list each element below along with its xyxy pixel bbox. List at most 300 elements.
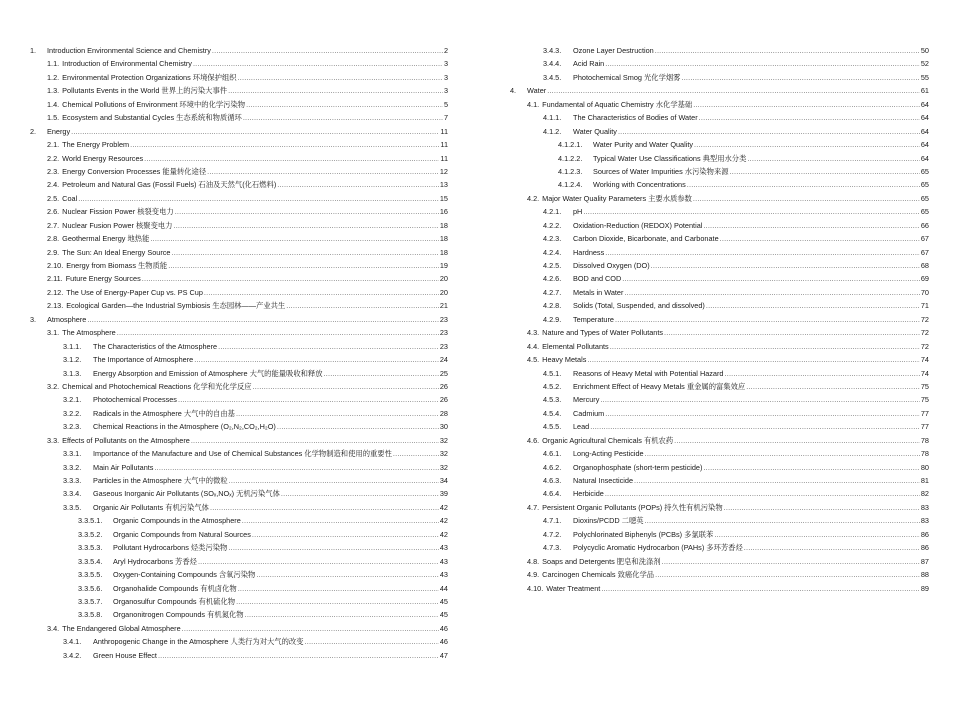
toc-entry-page: 20: [439, 287, 448, 297]
toc-entry-number: 2.1.: [47, 140, 60, 150]
toc-entry-number: 4.6.: [527, 435, 540, 445]
dot-leader: [158, 649, 439, 662]
dot-leader: [228, 84, 443, 97]
dot-leader: [286, 299, 439, 312]
toc-entry-page: 13: [439, 180, 448, 190]
toc-entry-number: 3.4.1.: [63, 637, 82, 647]
toc-entry-number: 4.2.: [527, 193, 540, 203]
toc-entry-number: 3.: [30, 314, 37, 324]
toc-entry[interactable]: [30, 84, 448, 97]
dot-leader: [154, 461, 438, 474]
toc-entry-title: Oxygen-Containing Compounds 含氧污染物: [113, 570, 256, 580]
toc-entry[interactable]: [510, 514, 929, 527]
toc-entry[interactable]: [30, 622, 448, 635]
toc-entry[interactable]: [510, 380, 929, 393]
dot-leader: [130, 138, 439, 151]
toc-entry[interactable]: [510, 541, 929, 554]
toc-entry[interactable]: [30, 246, 448, 259]
toc-entry-page: 45: [439, 610, 448, 620]
toc-entry-number: 4.2.1.: [543, 207, 562, 217]
dot-leader: [194, 353, 439, 366]
toc-entry-page: 81: [920, 476, 929, 485]
toc-entry-title: Organonitrogen Compounds 有机氮化物: [113, 610, 244, 620]
toc-entry[interactable]: [30, 461, 448, 474]
toc-entry[interactable]: [510, 447, 929, 460]
toc-entry-page: 72: [920, 314, 929, 324]
toc-entry-title: Typical Water Use Classifications 典型用水分类: [593, 153, 747, 163]
toc-entry[interactable]: [30, 232, 448, 245]
toc-entry[interactable]: [30, 393, 448, 406]
toc-entry-title: Pollutant Hydrocarbons 烃类污染物: [113, 543, 228, 553]
toc-entry-number: 4.1.2.: [543, 126, 562, 136]
toc-entry-page: 5: [443, 99, 448, 109]
toc-entry-number: 2.2.: [47, 153, 60, 163]
toc-entry[interactable]: [510, 353, 929, 366]
toc-entry-page: 23: [439, 341, 448, 351]
toc-entry-title: Introduction of Environmental Chemistry: [62, 59, 192, 69]
toc-entry-number: 3.3.5.8.: [78, 610, 103, 620]
toc-entry-page: 87: [920, 556, 929, 566]
toc-entry-page: 46: [439, 623, 448, 633]
dot-leader: [714, 528, 920, 541]
toc-entry-page: 69: [920, 274, 929, 284]
dot-leader: [605, 246, 920, 259]
toc-entry[interactable]: [30, 635, 448, 648]
toc-entry-page: 32: [439, 462, 448, 472]
toc-entry-page: 7: [443, 113, 448, 123]
toc-entry-number: 4.2.9.: [543, 314, 562, 324]
dot-leader: [693, 192, 920, 205]
toc-entry-number: 4.2.7.: [543, 287, 562, 297]
toc-entry-title: Organic Air Pollutants 有机污染气体: [93, 502, 209, 512]
dot-leader: [117, 326, 439, 339]
toc-entry[interactable]: [510, 84, 929, 97]
toc-entry[interactable]: [30, 595, 448, 608]
dot-leader: [655, 44, 920, 57]
toc-entry-title: Mercury: [573, 395, 600, 405]
toc-entry-number: 4.6.3.: [543, 476, 562, 485]
toc-entry[interactable]: [510, 420, 929, 433]
toc-entry-number: 3.1.3.: [63, 368, 82, 378]
dot-leader: [281, 487, 439, 500]
toc-entry-number: 2.7.: [47, 220, 60, 230]
toc-entry-number: 3.3.1.: [63, 449, 82, 459]
toc-entry-title: Organic Compounds in the Atmosphere: [113, 516, 241, 526]
toc-entry-title: Hardness: [573, 247, 605, 257]
toc-entry-number: 3.1.2.: [63, 355, 82, 365]
toc-entry-page: 65: [920, 166, 929, 176]
toc-entry-title: The Characteristics of Bodies of Water: [573, 113, 698, 123]
toc-entry-page: 26: [439, 381, 448, 391]
toc-entry-title: Water Purity and Water Quality: [593, 140, 694, 150]
toc-entry[interactable]: [30, 192, 448, 205]
toc-entry-page: 11: [440, 153, 448, 163]
toc-entry[interactable]: [510, 286, 929, 299]
toc-entry-page: 18: [439, 247, 448, 257]
toc-entry-number: 2.12.: [47, 287, 64, 297]
toc-entry[interactable]: [30, 474, 448, 487]
toc-entry[interactable]: [510, 272, 929, 285]
toc-entry[interactable]: [510, 98, 929, 111]
toc-entry-title: Working with Concentrations: [593, 180, 686, 190]
toc-entry-number: 4.6.2.: [543, 462, 562, 472]
toc-entry-title: Temperature: [573, 314, 614, 324]
toc-entry-title: Gaseous Inorganic Air Pollutants (SOₓ,NOₓ) 无机污染气体: [93, 489, 280, 499]
toc-entry-number: 4.9.: [527, 570, 540, 580]
toc-entry[interactable]: [510, 111, 929, 124]
toc-entry-page: 68: [920, 261, 929, 270]
toc-entry-page: 83: [920, 502, 929, 512]
toc-entry-title: Green House Effect: [93, 650, 157, 660]
toc-entry[interactable]: [30, 111, 448, 124]
toc-entry-page: 23: [439, 314, 448, 324]
toc-entry[interactable]: [510, 407, 929, 420]
toc-entry-number: 4.6.1.: [543, 449, 562, 459]
toc-entry-page: 42: [439, 516, 448, 526]
dot-leader: [324, 367, 439, 380]
toc-entry-number: 4.2.2.: [543, 220, 562, 230]
toc-entry[interactable]: [510, 259, 929, 272]
dot-leader: [744, 541, 920, 554]
toc-entry[interactable]: [510, 528, 929, 541]
toc-entry[interactable]: [510, 246, 929, 259]
toc-entry-number: 4.1.2.3.: [558, 166, 583, 176]
toc-entry[interactable]: [30, 487, 448, 500]
dot-leader: [277, 178, 439, 191]
toc-entry[interactable]: [30, 299, 448, 312]
toc-entry-number: 2.11.: [47, 274, 63, 284]
toc-entry[interactable]: [30, 57, 448, 70]
toc-entry[interactable]: [30, 125, 448, 138]
toc-entry[interactable]: [510, 219, 929, 232]
toc-entry-page: 39: [439, 489, 448, 499]
dot-leader: [583, 205, 920, 218]
toc-entry-title: Water Treatment: [546, 583, 601, 593]
toc-entry[interactable]: [510, 57, 929, 70]
toc-entry[interactable]: [510, 165, 929, 178]
toc-entry[interactable]: [30, 582, 448, 595]
toc-entry-number: 3.3.5.1.: [78, 516, 103, 526]
toc-entry-number: 3.3.: [47, 435, 60, 445]
toc-entry[interactable]: [510, 340, 929, 353]
toc-entry-page: 11: [440, 140, 448, 150]
toc-entry-number: 3.3.5.: [63, 502, 82, 512]
dot-leader: [198, 555, 439, 568]
toc-entry[interactable]: [510, 205, 929, 218]
toc-entry[interactable]: [30, 420, 448, 433]
toc-entry-title: Natural Insecticide: [573, 476, 634, 485]
toc-entry-number: 4.5.4.: [543, 408, 562, 418]
toc-entry[interactable]: [30, 205, 448, 218]
dot-leader: [173, 219, 438, 232]
dot-leader: [605, 57, 920, 70]
toc-entry[interactable]: [510, 367, 929, 380]
toc-entry-number: 3.2.1.: [63, 395, 82, 405]
toc-entry[interactable]: [30, 380, 448, 393]
toc-entry-page: 74: [920, 368, 929, 378]
toc-entry[interactable]: [30, 152, 448, 165]
toc-entry[interactable]: [30, 44, 448, 57]
toc-entry-page: 77: [920, 422, 929, 432]
dot-leader: [730, 165, 920, 178]
dot-leader: [142, 272, 439, 285]
toc-entry[interactable]: [510, 152, 929, 165]
toc-entry-title: Pollutants Events in the World 世界上的污染大事件: [62, 86, 228, 96]
toc-entry-title: Nature and Types of Water Pollutants: [542, 328, 664, 338]
dot-leader: [256, 568, 439, 581]
toc-entry-title: Reasons of Heavy Metal with Potential Hazard: [573, 368, 724, 378]
toc-entry[interactable]: [510, 326, 929, 339]
dot-leader: [236, 595, 439, 608]
toc-entry[interactable]: [30, 165, 448, 178]
toc-entry[interactable]: [30, 555, 448, 568]
toc-entry-title: Lead: [573, 422, 590, 432]
toc-entry-number: 1.2.: [47, 72, 60, 82]
toc-entry[interactable]: [30, 528, 448, 541]
toc-entry-page: 67: [920, 247, 929, 257]
toc-entry[interactable]: [30, 178, 448, 191]
toc-entry-number: 1.1.: [47, 59, 60, 69]
toc-entry[interactable]: [30, 259, 448, 272]
toc-entry-page: 89: [920, 583, 929, 593]
toc-entry-page: 43: [439, 543, 448, 553]
toc-entry-number: 3.1.: [47, 328, 60, 338]
toc-entry[interactable]: [510, 178, 929, 191]
toc-entry[interactable]: [510, 192, 929, 205]
toc-entry-page: 3: [443, 72, 448, 82]
toc-entry[interactable]: [30, 326, 448, 339]
toc-entry[interactable]: [510, 582, 929, 595]
toc-entry[interactable]: [30, 286, 448, 299]
toc-entry-page: 72: [920, 328, 929, 338]
toc-entry-page: 12: [439, 166, 448, 176]
toc-entry[interactable]: [510, 232, 929, 245]
dot-leader: [168, 259, 439, 272]
toc-entry-title: The Importance of Atmosphere: [93, 355, 194, 365]
dot-leader: [243, 111, 443, 124]
toc-entry-page: 24: [439, 355, 448, 365]
toc-entry[interactable]: [30, 649, 448, 662]
toc-entry[interactable]: [510, 555, 929, 568]
toc-entry[interactable]: [30, 367, 448, 380]
toc-entry-title: Main Air Pollutants: [93, 462, 154, 472]
toc-entry[interactable]: [510, 568, 929, 581]
toc-entry-number: 4.2.6.: [543, 274, 562, 284]
dot-leader: [204, 286, 439, 299]
dot-leader: [245, 608, 439, 621]
toc-entry-title: The Atmosphere: [62, 328, 116, 338]
toc-entry-page: 15: [439, 193, 448, 203]
toc-entry-title: Fundamental of Aquatic Chemistry 水化学基础: [542, 99, 693, 109]
toc-entry-number: 2.13.: [47, 301, 64, 311]
toc-entry-number: 3.3.5.5.: [78, 570, 103, 580]
toc-entry-number: 2.3.: [47, 166, 60, 176]
toc-entry-page: 82: [920, 489, 929, 499]
dot-leader: [193, 57, 443, 70]
toc-entry-title: Organic Compounds from Natural Sources: [113, 529, 251, 539]
toc-entry[interactable]: [30, 272, 448, 285]
toc-entry[interactable]: [30, 340, 448, 353]
dot-leader: [724, 367, 919, 380]
toc-entry-page: 18: [439, 220, 448, 230]
toc-entry-number: 3.3.5.3.: [78, 543, 103, 553]
toc-entry-title: Future Energy Sources: [65, 274, 141, 284]
toc-entry-page: 3: [443, 59, 448, 69]
toc-entry[interactable]: [510, 71, 929, 84]
toc-entry-number: 3.2.3.: [63, 422, 82, 432]
toc-entry[interactable]: [510, 299, 929, 312]
dot-leader: [178, 393, 439, 406]
toc-entry[interactable]: [510, 501, 929, 514]
toc-entry-page: 23: [439, 328, 448, 338]
toc-entry-number: 2.8.: [47, 234, 60, 244]
dot-leader: [693, 98, 920, 111]
toc-entry-page: 25: [439, 368, 448, 378]
toc-entry[interactable]: [510, 393, 929, 406]
toc-entry[interactable]: [30, 98, 448, 111]
toc-entry-number: 3.4.3.: [543, 46, 562, 55]
toc-entry-title: Energy Conversion Processes 能量转化途径: [62, 166, 207, 176]
toc-entry-number: 4.1.1.: [543, 113, 562, 123]
toc-entry[interactable]: [510, 461, 929, 474]
dot-leader: [238, 582, 439, 595]
dot-leader: [547, 84, 920, 97]
toc-entry-number: 3.3.5.6.: [78, 583, 103, 593]
toc-entry-number: 1.5.: [47, 113, 60, 123]
toc-entry[interactable]: [510, 434, 929, 447]
dot-leader: [253, 380, 439, 393]
toc-entry-page: 66: [920, 220, 929, 230]
toc-entry-page: 21: [439, 301, 448, 311]
toc-entry-title: Polychlorinated Biphenyls (PCBs) 多氯联苯: [573, 529, 714, 539]
toc-entry-page: 67: [920, 234, 929, 244]
toc-entry[interactable]: [510, 313, 929, 326]
dot-leader: [236, 407, 439, 420]
dot-leader: [605, 487, 920, 500]
toc-entry[interactable]: [510, 138, 929, 151]
dot-leader: [207, 165, 439, 178]
dot-leader: [746, 380, 920, 393]
dot-leader: [587, 353, 920, 366]
toc-entry[interactable]: [30, 138, 448, 151]
toc-entry-page: 55: [920, 72, 929, 82]
toc-entry-page: 34: [439, 476, 448, 485]
toc-entry-number: 3.3.5.4.: [78, 556, 103, 566]
dot-leader: [703, 219, 920, 232]
toc-entry-page: 43: [439, 556, 448, 566]
toc-entry-number: 4.6.4.: [543, 489, 562, 499]
toc-entry[interactable]: [30, 71, 448, 84]
toc-entry-title: Chemical Reactions in the Atmosphere (O₂,N₂,CO₂,H₂O): [93, 422, 276, 432]
toc-entry-number: 4.4.: [527, 341, 540, 351]
toc-entry-number: 4.10.: [527, 583, 544, 593]
toc-entry-title: Organosulfur Compounds 有机硫化物: [113, 596, 236, 606]
toc-entry-number: 1.3.: [47, 86, 60, 96]
dot-leader: [674, 434, 920, 447]
toc-entry[interactable]: [30, 501, 448, 514]
toc-entry-page: 86: [920, 543, 929, 553]
dot-leader: [150, 232, 439, 245]
toc-entry-title: Cadmium: [573, 408, 605, 418]
toc-entry[interactable]: [30, 219, 448, 232]
dot-leader: [618, 125, 920, 138]
toc-entry-title: Atmosphere: [47, 314, 87, 324]
dot-leader: [246, 98, 443, 111]
toc-entry[interactable]: [30, 434, 448, 447]
toc-entry-number: 3.4.2.: [63, 650, 82, 660]
toc-entry-number: 1.4.: [47, 99, 60, 109]
toc-entry-title: Oxidation-Reduction (REDOX) Potential: [573, 220, 703, 230]
toc-entry-page: 64: [920, 153, 929, 163]
toc-entry[interactable]: [30, 407, 448, 420]
dot-leader: [228, 541, 439, 554]
toc-entry-number: 4.7.: [527, 502, 540, 512]
dot-leader: [171, 246, 438, 259]
toc-entry-title: Water: [527, 86, 547, 96]
dot-leader: [182, 622, 439, 635]
toc-entry-page: 86: [920, 529, 929, 539]
toc-entry-title: Carbon Dioxide, Bicarbonate, and Carbonate: [573, 234, 719, 244]
toc-entry-title: Photochemical Processes: [93, 395, 177, 405]
toc-entry[interactable]: [30, 568, 448, 581]
dot-leader: [645, 447, 920, 460]
toc-entry-title: Chemical Pollutions of Environment 环境中的化学污染物: [62, 99, 246, 109]
toc-entry-number: 3.4.4.: [543, 59, 562, 69]
toc-entry-page: 30: [439, 422, 448, 432]
toc-entry-title: Energy: [47, 126, 71, 136]
toc-entry-page: 18: [439, 234, 448, 244]
dot-leader: [212, 44, 443, 57]
toc-entry[interactable]: [30, 541, 448, 554]
toc-entry-title: The Sun: An Ideal Energy Source: [62, 247, 171, 257]
toc-entry-title: Soaps and Detergents 肥皂和洗涤剂: [542, 556, 661, 566]
toc-entry[interactable]: [30, 514, 448, 527]
toc-entry-title: Major Water Quality Parameters 主要水质参数: [542, 193, 692, 203]
toc-entry-title: Persistent Organic Pollutants (POPs) 持久性有机污染物: [542, 502, 723, 512]
toc-entry-page: 52: [920, 59, 929, 69]
toc-entry-page: 20: [439, 274, 448, 284]
toc-entry-page: 77: [920, 408, 929, 418]
toc-entry[interactable]: [30, 313, 448, 326]
toc-entry-title: Solids (Total, Suspended, and dissolved): [573, 301, 705, 311]
toc-entry[interactable]: [30, 353, 448, 366]
toc-entry-title: Sources of Water Impurities 水污染物来源: [593, 166, 729, 176]
dot-leader: [720, 232, 920, 245]
toc-entry[interactable]: [510, 487, 929, 500]
toc-entry-number: 3.1.1.: [63, 341, 82, 351]
toc-entry-page: 19: [439, 261, 448, 270]
toc-entry-page: 64: [920, 140, 929, 150]
toc-entry[interactable]: [30, 608, 448, 621]
toc-entry-page: 72: [920, 341, 929, 351]
toc-entry-number: 4.5.3.: [543, 395, 562, 405]
dot-leader: [703, 461, 919, 474]
toc-entry[interactable]: [510, 474, 929, 487]
toc-entry[interactable]: [30, 447, 448, 460]
toc-entry[interactable]: [510, 125, 929, 138]
toc-entry-number: 4.5.1.: [543, 368, 562, 378]
dot-leader: [622, 272, 920, 285]
toc-entry-number: 3.4.5.: [543, 72, 562, 82]
dot-leader: [601, 582, 920, 595]
toc-entry-title: World Energy Resources: [62, 153, 144, 163]
toc-column-left: [30, 44, 448, 662]
toc-entry[interactable]: [510, 44, 929, 57]
toc-entry-number: 4.1.2.2.: [558, 153, 583, 163]
toc-entry-page: 75: [920, 381, 929, 391]
dot-leader: [651, 259, 920, 272]
toc-entry-title: Long-Acting Pesticide: [573, 449, 644, 459]
